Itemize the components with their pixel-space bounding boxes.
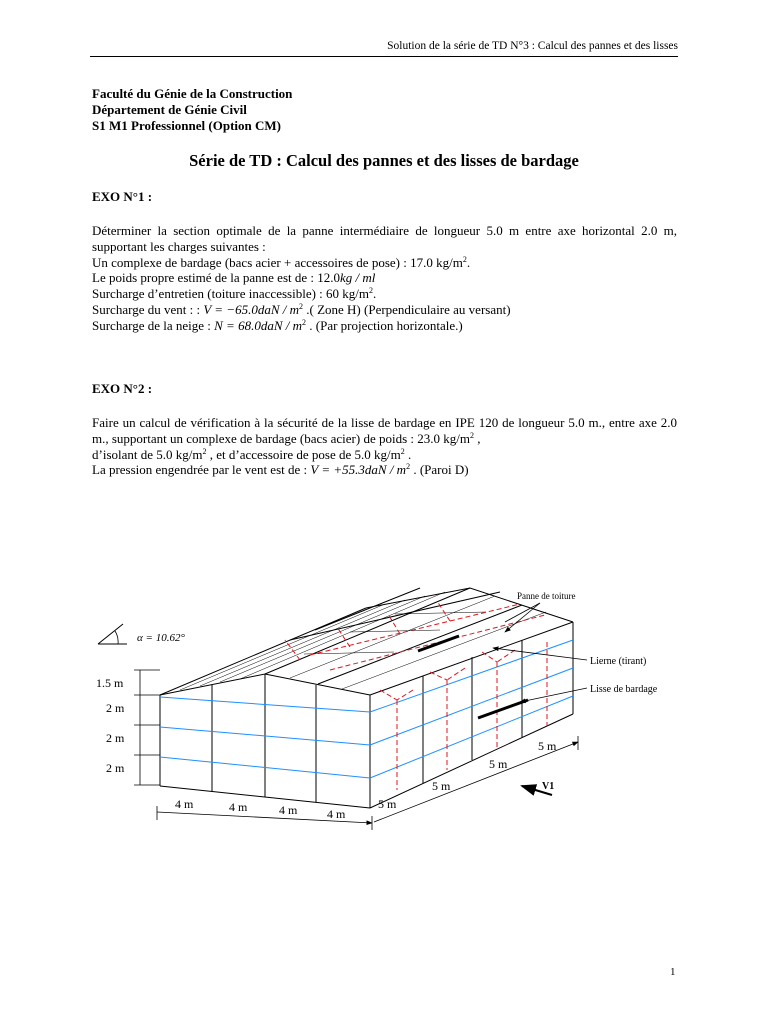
department-line: Département de Génie Civil: [92, 102, 247, 117]
running-header: Solution de la série de TD N°3 : Calcul des pannes et des lisses: [387, 40, 678, 52]
wall-girts: [160, 640, 573, 778]
height-label-1: 1.5 m: [96, 676, 124, 690]
exo1-heading: EXO N°1 :: [92, 189, 153, 204]
wind-label: V1: [542, 781, 555, 792]
height-label-4: 2 m: [106, 761, 125, 775]
faculty-line: Faculté du Génie de la Construction: [92, 86, 293, 101]
exo1-line3: Le poids propre estimé de la panne est de : 12.0kg / ml: [92, 270, 376, 286]
label-panne: Panne de toiture: [517, 591, 576, 601]
length-label-2: 5 m: [432, 779, 451, 793]
gable-wall: [160, 674, 370, 808]
exo1-line4: Surcharge d’entretien (toiture inaccessible) : 60 $kg/m^2$.: [92, 286, 377, 302]
exo2-heading: EXO N°2 :: [92, 381, 153, 396]
exo1-line6: Surcharge de la neige : $N = 68.0daN / m^2$ . (Par projection horizontale.): [92, 317, 463, 333]
width-label-3: 4 m: [279, 803, 298, 817]
program-line: S1 M1 Professionnel (Option CM): [92, 118, 281, 133]
label-lierne: Lierne (tirant): [590, 656, 647, 667]
width-label-1: 4 m: [175, 797, 194, 811]
exo1-line5: Surcharge du vent : : $V = -65.0daN / m^2$ .( Zone H) (Perpendiculaire au versant): [92, 301, 511, 317]
exo2-line3: La pression engendrée par le vent est de : $V = +55.3daN / m^2$ . (Paroi D): [92, 462, 469, 478]
highlighted-purlin: [418, 636, 459, 651]
roof-angle-symbol: [98, 624, 127, 644]
height-label-3: 2 m: [106, 731, 125, 745]
page-number: 1: [670, 966, 676, 978]
highlighted-girt: [478, 700, 528, 718]
length-label-4: 5 m: [538, 739, 557, 753]
length-label-1: 5 m: [378, 797, 397, 811]
height-dimension: [134, 670, 160, 785]
roof-sheeting: [180, 592, 546, 690]
width-label-2: 4 m: [229, 800, 248, 814]
width-label-4: 4 m: [327, 807, 346, 821]
length-label-3: 5 m: [489, 757, 508, 771]
exo1-line2: Un complexe de bardage (bacs acier + accessoires de pose) : 17.0 $kg/m^2$.: [92, 254, 471, 270]
height-label-2: 2 m: [106, 701, 125, 715]
exo1-line1: Déterminer la section optimale de la panne intermédiaire de longueur 5.0 m entre axe horizontal 2.0 m, supportant les charges suivantes :: [92, 223, 677, 254]
lisse-pointer: [520, 688, 587, 702]
alpha-label: α = 10.62°: [137, 632, 185, 644]
document-title: Série de TD : Calcul des pannes et des lisses de bardage: [189, 151, 579, 170]
exo2-line1: Faire un calcul de vérification à la sécurité de la lisse de bardage en IPE 120 de longueur 5.0 m., entre axe 2.0 m., supportant un complexe de bardage (bacs acier) de poids : 23.0 $kg/m^2$ ,: [92, 415, 677, 446]
label-lisse: Lisse de bardage: [590, 684, 658, 695]
exo2-line2: d’isolant de 5.0 $kg/m^2$ , et d’accessoire de pose de 5.0 $kg/m^2$ .: [92, 446, 412, 462]
